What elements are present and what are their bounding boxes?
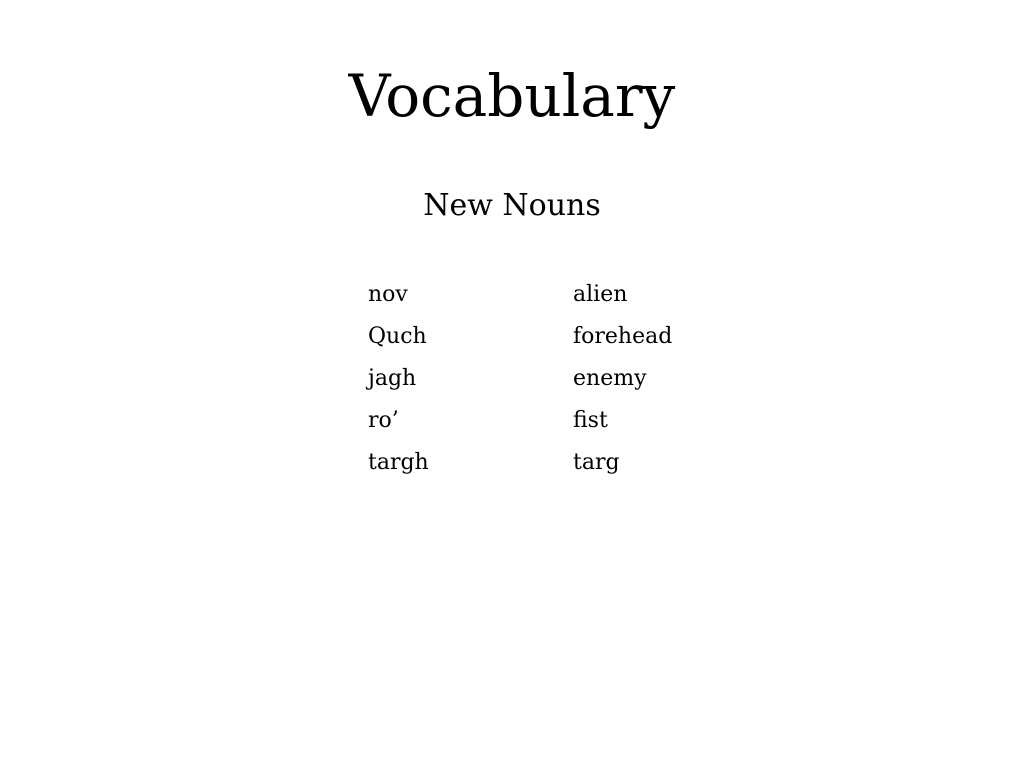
vocabulary-meaning: enemy xyxy=(573,366,647,391)
vocabulary-row xyxy=(368,320,768,362)
vocabulary-term: ro’ xyxy=(368,408,399,433)
vocabulary-meaning: forehead xyxy=(573,324,673,349)
vocabulary-term: jagh xyxy=(368,366,417,391)
vocabulary-term: Quch xyxy=(368,324,427,349)
vocabulary-row xyxy=(368,362,768,404)
vocabulary-row xyxy=(368,446,768,488)
slide-title: Vocabulary xyxy=(348,62,676,130)
vocabulary-term: targh xyxy=(368,450,429,475)
vocabulary-term: nov xyxy=(368,282,408,307)
vocabulary-meaning: targ xyxy=(573,450,620,475)
vocabulary-row xyxy=(368,278,768,320)
vocabulary-meaning: alien xyxy=(573,282,628,307)
vocabulary-meaning: fist xyxy=(573,408,608,433)
slide-subtitle: New Nouns xyxy=(423,188,601,223)
vocabulary-list xyxy=(368,278,768,488)
vocabulary-row xyxy=(368,404,768,446)
